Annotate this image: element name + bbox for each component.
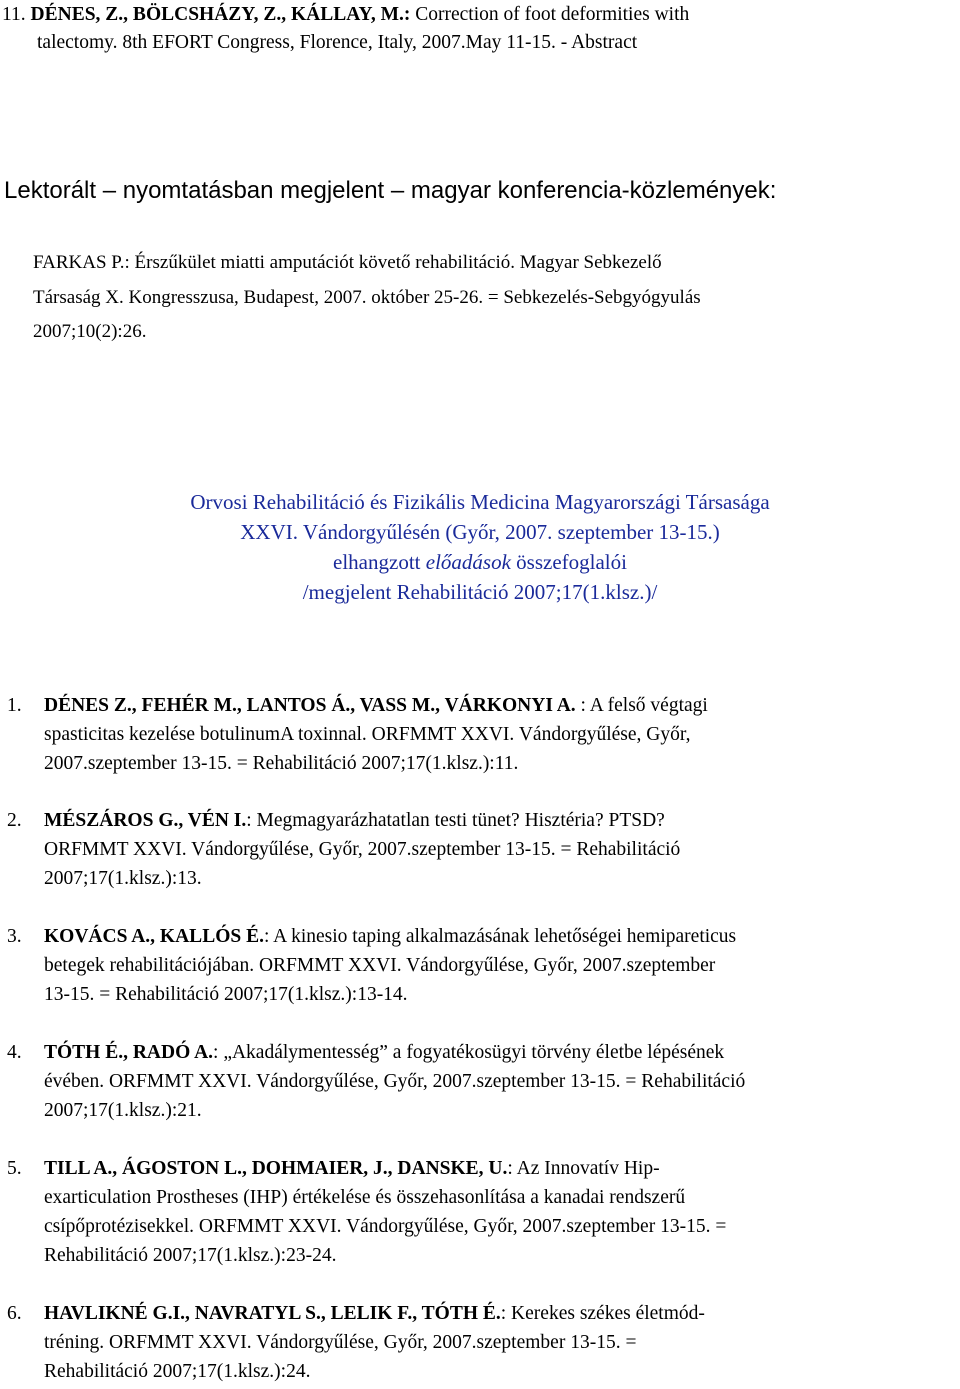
top-entry-number: 11. [2,4,31,25]
entry-2-authors: MÉSZÁROS G., VÉN I. [44,810,247,831]
entry-1-number: 1. [7,695,22,716]
entry-2-line3: 2007;17(1.klsz.):13. [44,868,202,889]
entry-4-line1 [44,1042,724,1064]
farkas-line1 [33,252,662,274]
entry-2-line2: ORFMMT XXVI. Vándorgyűlése, Győr, 2007.szeptember 13-15. = Rehabilitáció [44,839,681,860]
entry-5-line2: exarticulation Prostheses (IHP) értékelése és összehasonlítása a kanadai rendszerű [44,1187,686,1208]
farkas-line2: Társaság X. Kongresszusa, Budapest, 2007. október 25-26. = Sebkezelés-Sebgyógyulás [33,287,701,308]
entry-1-authors: DÉNES Z., FEHÉR M., LANTOS Á., VASS M., VÁRKONYI A. [44,695,576,716]
congress-title-line3 [0,550,960,575]
entry-5-number: 5. [7,1158,22,1179]
farkas-text: : Érszűkület miatti amputációt követő rehabilitáció. Magyar Sebkezelő [124,252,662,273]
entry-4-authors: TÓTH É., RADÓ A. [44,1042,214,1063]
entry-3-number: 3. [7,926,22,947]
congress-title-line3-a: elhangzott [333,550,426,574]
farkas-author: FARKAS P. [33,252,125,273]
entry-6-authors: HAVLIKNÉ G.I., NAVRATYL S., LELIK F., TÓTH É. [44,1303,501,1324]
congress-title-line1: Orvosi Rehabilitáció és Fizikális Medicina Magyarországi Társasága [190,490,770,514]
top-entry-line1 [2,4,689,26]
entry-1-title: : A felső végtagi [575,695,708,716]
entry-6-line3: Rehabilitáció 2007;17(1.klsz.):24. [44,1361,311,1382]
entry-1-line1 [44,695,708,717]
entry-5-title: : Az Innovatív Hip- [507,1158,660,1179]
entry-5-line1 [44,1158,660,1180]
entry-4-line3: 2007;17(1.klsz.):21. [44,1100,202,1121]
congress-title-line3-italic: előadások [425,550,511,574]
entry-6-line1 [44,1303,705,1325]
entry-1-line3: 2007.szeptember 13-15. = Rehabilitáció 2007;17(1.klsz.):11. [44,753,519,774]
entry-3-line3: 13-15. = Rehabilitáció 2007;17(1.klsz.):13-14. [44,984,408,1005]
entry-6-number: 6. [7,1303,22,1324]
entry-1-line2: spasticitas kezelése botulinumA toxinnal. ORFMMT XXVI. Vándorgyűlése, Győr, [44,724,691,745]
entry-3-authors: KOVÁCS A., KALLÓS É. [44,926,264,947]
entry-3-line1 [44,926,736,948]
entry-6-line2: tréning. ORFMMT XXVI. Vándorgyűlése, Győr, 2007.szeptember 13-15. = [44,1332,637,1353]
entry-2-line1 [44,810,665,832]
entry-4-line2: évében. ORFMMT XXVI. Vándorgyűlése, Győr, 2007.szeptember 13-15. = Rehabilitáció [44,1071,746,1092]
congress-title-line2: XXVI. Vándorgyűlésén (Győr, 2007. szeptember 13-15.) [240,520,720,544]
entry-6-title: : Kerekes székes életmód- [500,1303,705,1324]
top-entry-authors: DÉNES, Z., BÖLCSHÁZY, Z., KÁLLAY, M.: [30,4,411,25]
congress-title-line4: /megjelent Rehabilitáció 2007;17(1.klsz.)/ [302,580,658,604]
entry-5-line4: Rehabilitáció 2007;17(1.klsz.):23-24. [44,1245,337,1266]
section-heading: Lektorált – nyomtatásban megjelent – magyar konferencia-közlemények: [4,177,777,204]
top-entry-line2: talectomy. 8th EFORT Congress, Florence, Italy, 2007.May 11-15. - Abstract [37,32,638,53]
entry-4-number: 4. [7,1042,22,1063]
entry-5-line3: csípőprotézisekkel. ORFMMT XXVI. Vándorgyűlése, Győr, 2007.szeptember 13-15. = [44,1216,727,1237]
top-entry-title: Correction of foot deformities with [410,4,690,25]
entry-3-line2: betegek rehabilitációjában. ORFMMT XXVI. Vándorgyűlése, Győr, 2007.szeptember [44,955,716,976]
entry-2-title: : Megmagyarázhatatlan testi tünet? Hisztéria? PTSD? [246,810,665,831]
congress-title-line3-b: összefoglalói [510,550,627,574]
entry-2-number: 2. [7,810,22,831]
farkas-line3: 2007;10(2):26. [33,321,147,342]
entry-4-title: : „Akadálymentesség” a fogyatékosügyi törvény életbe lépésének [213,1042,725,1063]
entry-3-title: : A kinesio taping alkalmazásának lehetőségei hemipareticus [263,926,737,947]
entry-5-authors: TILL A., ÁGOSTON L., DOHMAIER, J., DANSKE, U. [44,1158,508,1179]
